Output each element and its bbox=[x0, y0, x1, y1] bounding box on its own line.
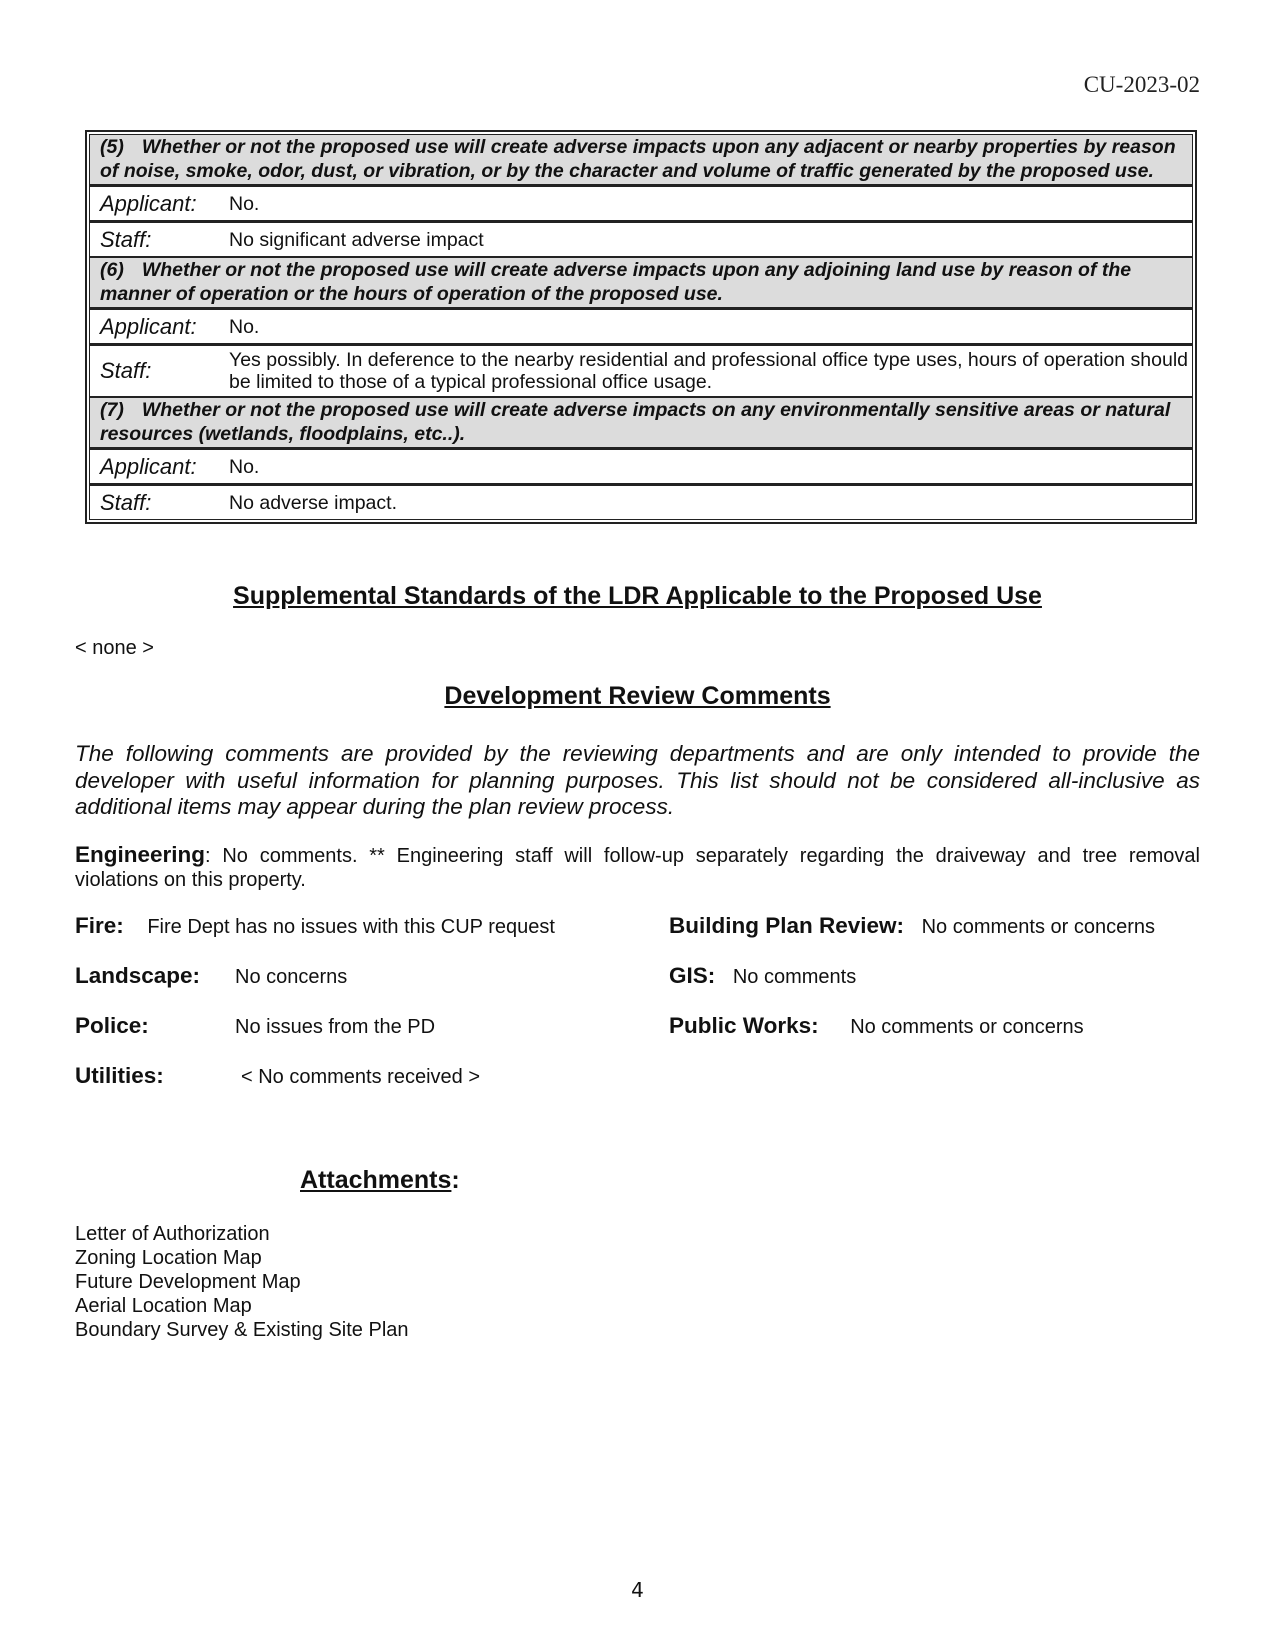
criteria-table bbox=[85, 130, 1197, 524]
criterion-6-applicant-row bbox=[89, 308, 1193, 344]
attachment-item: Zoning Location Map bbox=[75, 1247, 262, 1269]
landscape-comment bbox=[75, 963, 348, 989]
case-number: CU-2023-02 bbox=[1083, 72, 1200, 97]
attachment-item: Boundary Survey & Existing Site Plan bbox=[75, 1319, 409, 1341]
applicant-response: No. bbox=[229, 455, 260, 478]
attachment-item: Aerial Location Map bbox=[75, 1295, 252, 1317]
development-review-heading: Development Review Comments bbox=[444, 682, 831, 710]
criterion-5-staff-row bbox=[89, 221, 1193, 257]
staff-response: No significant adverse impact bbox=[229, 228, 484, 251]
gis-comment bbox=[669, 963, 856, 989]
building-plan-review-comment bbox=[669, 913, 1155, 939]
staff-label: Staff: bbox=[100, 358, 152, 383]
applicant-response: No. bbox=[229, 192, 260, 215]
applicant-label: Applicant: bbox=[100, 313, 197, 339]
review-intro-paragraph: The following comments are provided by the reviewing departments and are only intended to provide the developer with useful information for planning purposes. This list should not be considered all-inclusive as additional items may appear during the plan review process. bbox=[75, 741, 1200, 819]
criterion-number: (6) bbox=[100, 259, 124, 281]
building-plan-review-text: No comments or concerns bbox=[921, 916, 1156, 938]
staff-label: Staff: bbox=[100, 226, 152, 252]
criterion-6-staff-row bbox=[89, 344, 1193, 397]
utilities-label: Utilities: bbox=[75, 1063, 164, 1088]
attachments-heading bbox=[300, 1166, 460, 1195]
engineering-comment bbox=[75, 843, 1200, 892]
attachments-heading-colon: : bbox=[451, 1166, 460, 1194]
staff-label: Staff: bbox=[100, 489, 152, 515]
staff-response: Yes possibly. In deference to the nearby residential and professional office type uses, hours of operation should be limited to those of a typical professional office usage. bbox=[229, 349, 1189, 393]
criterion-6-question bbox=[89, 257, 1193, 308]
utilities-text: < No comments received > bbox=[241, 1066, 480, 1088]
page-number: 4 bbox=[631, 1578, 644, 1602]
criterion-5-applicant-row bbox=[89, 185, 1193, 221]
criterion-7-applicant-row bbox=[89, 448, 1193, 484]
building-plan-review-label: Building Plan Review: bbox=[669, 913, 905, 938]
public-works-comment bbox=[669, 1013, 1084, 1039]
criterion-7-staff-row bbox=[89, 484, 1193, 520]
fire-comment bbox=[75, 913, 555, 939]
engineering-label: Engineering bbox=[75, 842, 206, 867]
fire-text: Fire Dept has no issues with this CUP request bbox=[147, 916, 555, 938]
gis-text: No comments bbox=[732, 966, 857, 988]
criterion-text: Whether or not the proposed use will create adverse impacts upon any adjoining land use by reason of the manner of operation or the hours of operation of the proposed use. bbox=[100, 259, 1132, 305]
applicant-response: No. bbox=[229, 315, 260, 338]
supplemental-standards-value: < none > bbox=[75, 637, 154, 659]
police-text: No issues from the PD bbox=[235, 1016, 436, 1038]
criterion-7-question bbox=[89, 397, 1193, 448]
attachments-heading-text: Attachments bbox=[300, 1166, 452, 1194]
landscape-label: Landscape: bbox=[75, 963, 201, 988]
criterion-number: (5) bbox=[100, 136, 124, 158]
criterion-text: Whether or not the proposed use will create adverse impacts upon any adjacent or nearby properties by reason of noise, smoke, odor, dust, or vibration, or by the character and volume of traffic generated by the proposed use. bbox=[100, 136, 1176, 182]
criterion-text: Whether or not the proposed use will create adverse impacts on any environmentally sensitive areas or natural resources (wetlands, floodplains, etc..). bbox=[100, 399, 1171, 445]
criterion-number: (7) bbox=[100, 399, 124, 421]
public-works-label: Public Works: bbox=[669, 1013, 819, 1038]
police-label: Police: bbox=[75, 1013, 149, 1038]
applicant-label: Applicant: bbox=[100, 190, 197, 216]
staff-response: No adverse impact. bbox=[229, 491, 397, 514]
criterion-5-question bbox=[89, 134, 1193, 185]
engineering-text: : No comments. ** Engineering staff will follow-up separately regarding the draiveway and tree removal violations on this property. bbox=[75, 845, 1200, 891]
attachment-item: Letter of Authorization bbox=[75, 1223, 270, 1245]
fire-label: Fire: bbox=[75, 913, 124, 938]
gis-label: GIS: bbox=[669, 963, 716, 988]
attachment-item: Future Development Map bbox=[75, 1271, 301, 1293]
police-comment bbox=[75, 1013, 436, 1039]
supplemental-standards-heading: Supplemental Standards of the LDR Applicable to the Proposed Use bbox=[233, 582, 1042, 610]
landscape-text: No concerns bbox=[235, 966, 348, 988]
attachments-list bbox=[75, 1222, 409, 1342]
applicant-label: Applicant: bbox=[100, 453, 197, 479]
public-works-text: No comments or concerns bbox=[850, 1016, 1084, 1038]
utilities-comment bbox=[75, 1063, 480, 1089]
